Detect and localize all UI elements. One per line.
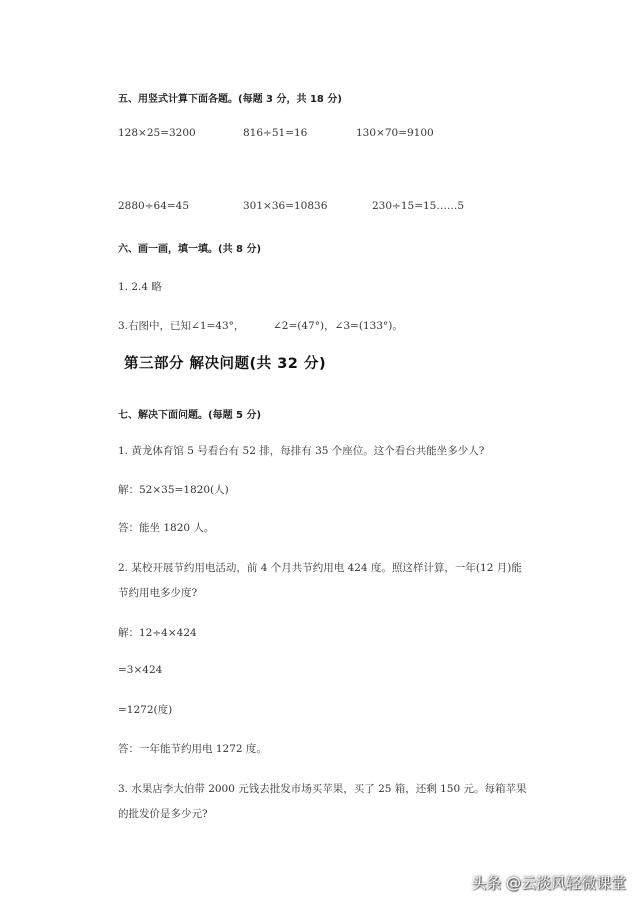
watermark: 头条 @云淡风轻微课堂 [471, 874, 626, 892]
problem-2-answer: 答：一年能节约用电 1272 度。 [118, 743, 267, 755]
calc-item: 816÷51=16 [243, 127, 308, 139]
section-6-q3-answer: ∠2=(47°)，∠3=(133°)。 [273, 320, 403, 332]
calc-item: 2880÷64=45 [118, 200, 190, 212]
problem-2-step: =1272(度) [118, 704, 173, 716]
section-6-q3-given: 3.右图中，已知∠1=43°， [118, 320, 245, 332]
calc-item: 301×36=10836 [243, 200, 328, 212]
section-5-title: 五、用竖式计算下面各题。(每题 3 分，共 18 分) [118, 94, 342, 105]
problem-2-question-cont: 节约用电多少度? [118, 587, 198, 599]
problem-3-question-cont: 的批发价是多少元? [118, 808, 208, 820]
calc-item: 230÷15=15……5 [372, 200, 465, 212]
calc-item: 130×70=9100 [356, 127, 434, 139]
problem-1-question: 1. 黄龙体育馆 5 号看台有 52 排，每排有 35 个座位。这个看台共能坐多少人? [118, 445, 485, 457]
section-6-q1: 1. 2.4 略 [118, 281, 162, 293]
section-7-title: 七、解决下面问题。(每题 5 分) [118, 410, 262, 421]
problem-1-solution: 解：52×35=1820(人) [118, 484, 229, 496]
calc-item: 128×25=3200 [118, 127, 196, 139]
problem-3-question: 3. 水果店李大伯带 2000 元钱去批发市场买苹果，买了 25 箱，还剩 150 元。每箱苹果 [118, 783, 527, 795]
problem-2-solution: 解：12÷4×424 [118, 627, 197, 639]
section-6-title: 六、画一画，填一填。(共 8 分) [118, 244, 262, 255]
problem-1-answer: 答：能坐 1820 人。 [118, 522, 215, 534]
problem-2-step: =3×424 [118, 664, 163, 676]
part-3-title: 第三部分 解决问题(共 32 分) [124, 356, 327, 372]
problem-2-question: 2. 某校开展节约用电活动，前 4 个月共节约用电 424 度。照这样计算，一年(12 月)能 [118, 562, 522, 574]
